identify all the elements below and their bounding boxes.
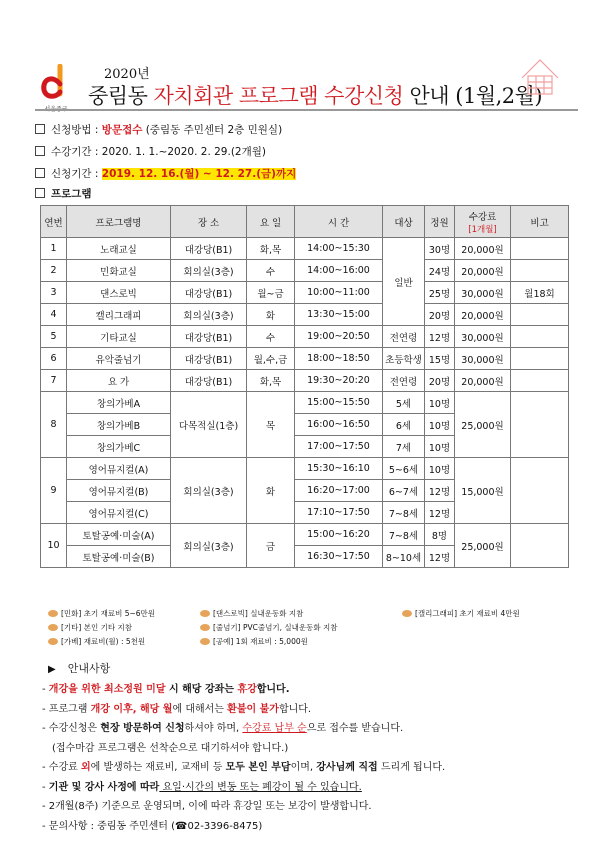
cell-place: 회의실(3층) — [171, 524, 247, 568]
cell-fee: 25,000원 — [455, 524, 511, 568]
cell-name: 요 가 — [67, 370, 171, 392]
cell-fee: 20,000원 — [455, 238, 511, 260]
cell-time: 19:00~20:50 — [295, 326, 383, 348]
cell-target: 전연령 — [383, 370, 425, 392]
cell-fee: 30,000원 — [455, 326, 511, 348]
cell-target: 7~8세 — [383, 524, 425, 546]
cell-name: 토탈공예·미술(A) — [67, 524, 171, 546]
cell-place: 회의실(3층) — [171, 260, 247, 282]
cell-cap: 24명 — [425, 260, 455, 282]
cell-note — [511, 370, 569, 392]
cell-fee: 20,000원 — [455, 370, 511, 392]
bullet-icon — [200, 638, 210, 645]
cell-time: 14:00~16:00 — [295, 260, 383, 282]
cell-target: 전연령 — [383, 326, 425, 348]
guide-line-2: - 프로그램 개강 이후, 해당 월에 대해서는 환불이 불가합니다. — [42, 703, 312, 715]
cell-place: 대강당(B1) — [171, 282, 247, 304]
header-target: 대상 — [383, 206, 425, 238]
cell-day: 수 — [247, 326, 295, 348]
cell-time: 16:20~17:00 — [295, 480, 383, 502]
cell-name: 영어뮤지컬(C) — [67, 502, 171, 524]
guide-line-1: - 개강을 위한 최소정원 미달 시 해당 강좌는 휴강합니다. — [42, 684, 290, 695]
cell-target: 7~8세 — [383, 502, 425, 524]
note-item: [기타] 본인 기타 지참 — [48, 622, 132, 633]
table-row — [41, 524, 569, 546]
guide-line-5: - 수강료 외에 발생하는 재료비, 교재비 등 모두 본인 부담이며, 강사님께 직접 드리게 됩니다. — [42, 762, 446, 773]
cell-name: 토탈공예·미술(B) — [67, 546, 171, 568]
cell-time: 14:00~15:30 — [295, 238, 383, 260]
cell-time: 18:00~18:50 — [295, 348, 383, 370]
cell-no: 4 — [41, 304, 67, 326]
title-prefix: 중림동 — [88, 84, 154, 108]
guide-line-8: - 문의사항 : 중림동 주민센터 (☎02-3396-8475) — [42, 820, 263, 832]
cell-cap: 20명 — [425, 370, 455, 392]
cell-target: 6세 — [383, 414, 425, 436]
cell-fee: 30,000원 — [455, 348, 511, 370]
guide-line-6: - 기관 및 강사 사정에 따라 요일·시간의 변동 또는 폐강이 될 수 있습니다. — [42, 781, 362, 793]
note-item: [줄넘기] PVC줄넘기, 실내운동화 지참 — [200, 622, 337, 633]
cell-name: 기타교실 — [67, 326, 171, 348]
cell-note — [511, 238, 569, 260]
cell-target: 5세 — [383, 392, 425, 414]
cell-note — [511, 304, 569, 326]
cell-time: 15:30~16:10 — [295, 458, 383, 480]
title-suffix: 안내 (1월,2월) — [403, 84, 543, 108]
checkbox-icon — [35, 188, 45, 198]
header-place: 장 소 — [171, 206, 247, 238]
cell-place: 대강당(B1) — [171, 370, 247, 392]
period-label: 수강기간 : — [51, 146, 102, 158]
triangle-bullet-icon: ▶ — [48, 664, 56, 675]
cell-name: 창의가베A — [67, 392, 171, 414]
cell-cap: 30명 — [425, 238, 455, 260]
cell-day: 수 — [247, 260, 295, 282]
cell-time: 17:00~17:50 — [295, 436, 383, 458]
table-row — [41, 304, 569, 326]
cell-place: 회의실(3층) — [171, 458, 247, 524]
cell-target: 6~7세 — [383, 480, 425, 502]
cell-day: 목 — [247, 392, 295, 458]
table-row — [41, 370, 569, 392]
cell-place: 대강당(B1) — [171, 348, 247, 370]
apply-value: 2019. 12. 16.(월) ~ 12. 27.(금)까지 — [101, 168, 297, 180]
cell-time: 16:30~17:50 — [295, 546, 383, 568]
cell-no: 9 — [41, 458, 67, 524]
cell-name: 노래교실 — [67, 238, 171, 260]
cell-time: 10:00~11:00 — [295, 282, 383, 304]
cell-name: 유악줄넘기 — [67, 348, 171, 370]
cell-cap: 10명 — [425, 458, 455, 480]
method-label: 신청방법 : — [51, 124, 102, 136]
cell-note — [511, 392, 569, 458]
bullet-icon — [48, 638, 58, 645]
cell-target: 초등학생 — [383, 348, 425, 370]
cell-note — [511, 524, 569, 568]
cell-name: 창의가베B — [67, 414, 171, 436]
cell-day: 화,목 — [247, 370, 295, 392]
cell-target: 7세 — [383, 436, 425, 458]
cell-target-general: 일반 — [383, 238, 425, 326]
guide-line-7: - 2개월(8주) 기준으로 운영되며, 이에 따라 휴강일 또는 보강이 발생합니다. — [42, 801, 372, 812]
cell-note — [511, 260, 569, 282]
note-item: [캘리그래피] 초기 재료비 4만원 — [402, 608, 520, 619]
table-row — [41, 458, 569, 480]
cell-no: 7 — [41, 370, 67, 392]
table-row — [41, 282, 569, 304]
cell-day: 화,목 — [247, 238, 295, 260]
cell-no: 5 — [41, 326, 67, 348]
cell-time: 15:00~15:50 — [295, 392, 383, 414]
title-highlight: 자치회관 프로그램 수강신청 — [153, 84, 404, 108]
checkbox-icon — [35, 124, 45, 134]
title-divider — [35, 109, 578, 111]
cell-no: 1 — [41, 238, 67, 260]
header-fee — [455, 206, 511, 238]
cell-day: 화 — [247, 458, 295, 524]
cell-target: 8~10세 — [383, 546, 425, 568]
checkbox-icon — [35, 146, 45, 156]
period-value: 2020. 1. 1.~2020. 2. 29.(2개월) — [101, 146, 266, 158]
cell-fee: 25,000원 — [455, 392, 511, 458]
table-row — [41, 326, 569, 348]
cell-no: 2 — [41, 260, 67, 282]
table-row — [41, 260, 569, 282]
cell-cap: 12명 — [425, 326, 455, 348]
cell-no: 6 — [41, 348, 67, 370]
cell-time: 15:00~16:20 — [295, 524, 383, 546]
cell-place: 회의실(3층) — [171, 304, 247, 326]
jung-gu-logo-icon — [38, 64, 70, 102]
year-label: 2020년 — [104, 67, 150, 82]
header-cap: 정원 — [425, 206, 455, 238]
cell-cap: 12명 — [425, 546, 455, 568]
cell-place: 다목적실(1층) — [171, 392, 247, 458]
cell-no: 8 — [41, 392, 67, 458]
cell-fee: 30,000원 — [455, 282, 511, 304]
cell-place: 대강당(B1) — [171, 238, 247, 260]
cell-day: 금 — [247, 524, 295, 568]
cell-cap: 12명 — [425, 502, 455, 524]
header-time: 시 간 — [295, 206, 383, 238]
cell-fee: 20,000원 — [455, 260, 511, 282]
guide-line-3: - 수강신청은 현장 방문하여 신청하셔야 하며, 수강료 납부 순으로 접수를 받습니다. — [42, 723, 404, 734]
header-fee-sub: [1개월] — [468, 224, 497, 235]
header-name: 프로그램명 — [67, 206, 171, 238]
cell-note — [511, 348, 569, 370]
cell-name: 댄스로빅 — [67, 282, 171, 304]
cell-day: 화 — [247, 304, 295, 326]
cell-time: 17:10~17:50 — [295, 502, 383, 524]
cell-day: 월,수,금 — [247, 348, 295, 370]
cell-cap: 25명 — [425, 282, 455, 304]
cell-no: 3 — [41, 282, 67, 304]
table-row — [41, 348, 569, 370]
cell-time: 16:00~16:50 — [295, 414, 383, 436]
guide-title: ▶ 안내사항 — [48, 662, 111, 675]
cell-time: 13:30~15:00 — [295, 304, 383, 326]
page-title — [88, 80, 542, 110]
bullet-icon — [48, 610, 58, 617]
cell-name: 민화교실 — [67, 260, 171, 282]
note-item: [가베] 재료비(월) : 5천원 — [48, 636, 145, 647]
bullet-icon — [200, 624, 210, 631]
table-row — [41, 238, 569, 260]
cell-note — [511, 458, 569, 524]
cell-name: 창의가베C — [67, 436, 171, 458]
cell-name: 영어뮤지컬(B) — [67, 480, 171, 502]
info-period — [35, 144, 266, 159]
cell-cap: 8명 — [425, 524, 455, 546]
info-program — [35, 186, 92, 201]
cell-time: 19:30~20:20 — [295, 370, 383, 392]
program-table — [40, 205, 569, 568]
cell-cap: 10명 — [425, 436, 455, 458]
cell-note: 월18회 — [511, 282, 569, 304]
method-detail: (중림동 주민센터 2층 민원실) — [142, 124, 283, 136]
cell-target: 5~6세 — [383, 458, 425, 480]
cell-name: 캘리그래피 — [67, 304, 171, 326]
header-day: 요 일 — [247, 206, 295, 238]
header-note: 비고 — [511, 206, 569, 238]
cell-fee: 15,000원 — [455, 458, 511, 524]
cell-cap: 10명 — [425, 392, 455, 414]
bullet-icon — [402, 610, 412, 617]
cell-cap: 10명 — [425, 414, 455, 436]
checkbox-icon — [35, 168, 45, 178]
guide-list — [42, 680, 582, 836]
cell-no: 10 — [41, 524, 67, 568]
note-item: [공예] 1회 재료비 : 5,000원 — [200, 636, 308, 647]
cell-note — [511, 326, 569, 348]
cell-cap: 20명 — [425, 304, 455, 326]
header-no: 연번 — [41, 206, 67, 238]
cell-place: 대강당(B1) — [171, 326, 247, 348]
table-header-row — [41, 206, 569, 238]
info-apply — [35, 166, 296, 181]
cell-cap: 15명 — [425, 348, 455, 370]
bullet-icon — [200, 610, 210, 617]
note-item: [댄스로빅] 실내운동화 지참 — [200, 608, 303, 619]
guide-line-4: (접수마감 프로그램은 선착순으로 대기하셔야 합니다.) — [52, 742, 289, 754]
cell-name: 영어뮤지컬(A) — [67, 458, 171, 480]
material-notes — [48, 608, 568, 650]
cell-day: 월~금 — [247, 282, 295, 304]
method-value: 방문접수 — [101, 124, 143, 136]
cell-cap: 12명 — [425, 480, 455, 502]
table-row — [41, 392, 569, 414]
note-item: [민화] 초기 재료비 5~6만원 — [48, 608, 155, 619]
info-method — [35, 122, 282, 137]
apply-label: 신청기간 : — [51, 168, 102, 180]
decorative-seal-icon — [518, 56, 562, 98]
program-label: 프로그램 — [51, 188, 92, 200]
cell-fee: 20,000원 — [455, 304, 511, 326]
bullet-icon — [48, 624, 58, 631]
header-fee-label: 수강료 — [468, 211, 497, 223]
